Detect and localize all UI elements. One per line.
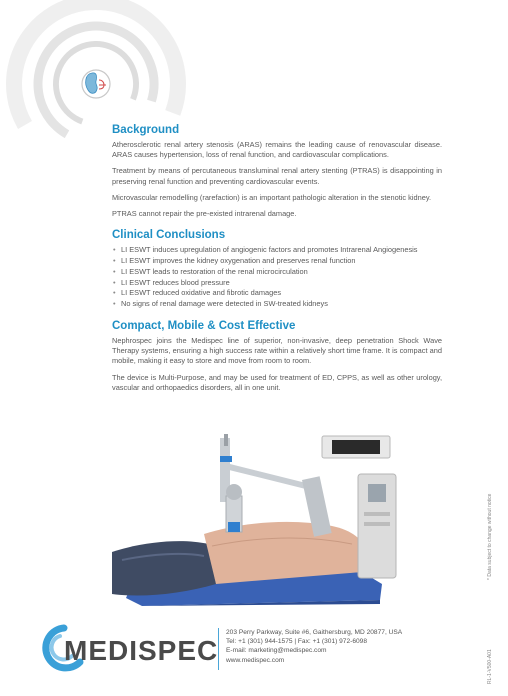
list-item: • LI ESWT induces upregulation of angiogenic factors and promotes Intrarenal Angiogenesis: [112, 245, 442, 256]
phone-fax-line: Tel: +1 (301) 944-1575 | Fax: +1 (301) 972-6098: [226, 638, 368, 646]
list-item: • LI ESWT reduces blood pressure: [112, 278, 442, 289]
footer-divider: [218, 628, 219, 670]
heading-background: Background: [112, 124, 180, 136]
main-content: [112, 124, 442, 403]
paragraph: Treatment by means of percutaneous transluminal renal artery stenting (PTRAS) is disappointing in preserving renal function and preventing cardiovascular events.: [112, 166, 442, 186]
section-background: [112, 124, 442, 219]
email-line[interactable]: E-mail: marketing@medispec.com: [226, 647, 327, 655]
list-item: • LI ESWT improves the kidney oxygenation and preserves renal function: [112, 256, 442, 267]
medispec-logo: [30, 618, 220, 678]
paragraph: Microvascular remodelling (rarefaction) is an important pathologic alteration in the stenotic kidney.: [112, 192, 432, 202]
paragraph: Nephrospec joins the Medispec line of superior, non-invasive, deep penetration Shock Wave Therapy systems, ensuring a high success rate within a relatively short time frame. It is compact and mobile, making it easy to store and move from room to room.: [112, 336, 442, 366]
paragraph: The device is Multi-Purpose, and may be used for treatment of ED, CPPS, as well as other urology, vascular and orthopaedics disorders, all in one unit.: [112, 372, 442, 392]
conclusions-list: [112, 245, 442, 310]
section-clinical-conclusions: [112, 229, 442, 310]
list-item: • No signs of renal damage were detected in SW-treated kidneys: [112, 299, 442, 310]
list-item: • LI ESWT leads to restoration of the renal microcirculation: [112, 267, 442, 278]
disclaimer-note: * Data subject to change without notice: [487, 493, 493, 580]
paragraph: Atherosclerotic renal artery stenosis (ARAS) remains the leading cause of renovascular disease. ARAS causes hypertension, loss of renal function, and cardiovascular complications.: [112, 140, 442, 160]
paragraph: PTRAS cannot repair the pre-existed intrarenal damage.: [112, 209, 297, 219]
address-line: 203 Perry Parkway, Suite #6, Gaithersburg, MD 20877, USA: [226, 629, 403, 636]
website-link[interactable]: www.medispec.com: [226, 656, 285, 664]
document-code: RL-1-V500-A01: [487, 649, 493, 684]
footer-address: [226, 628, 402, 665]
section-compact-mobile: [112, 320, 442, 393]
heading-clinical-conclusions: Clinical Conclusions: [112, 229, 226, 242]
logo-text: MEDISPEC: [64, 635, 219, 666]
product-photo: [112, 434, 400, 606]
list-item: • LI ESWT reduced oxidative and fibrotic damages: [112, 288, 442, 299]
heading-compact-mobile: Compact, Mobile & Cost Effective: [112, 320, 296, 332]
